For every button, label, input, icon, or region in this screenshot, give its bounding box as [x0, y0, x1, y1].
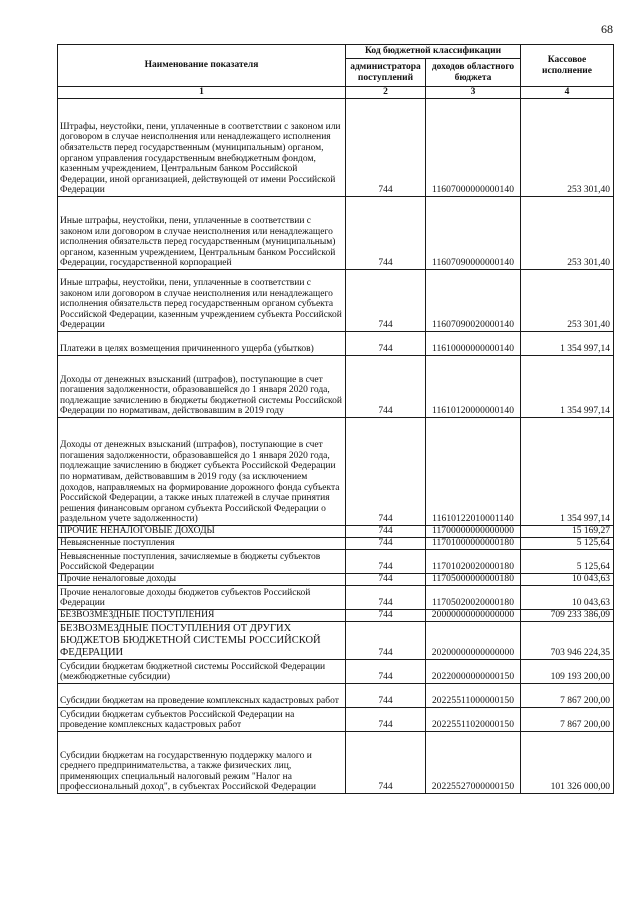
row-admin-code: 744: [346, 708, 426, 732]
row-admin-code: 744: [346, 684, 426, 708]
row-admin-code: 744: [346, 622, 426, 660]
row-income-code: 20225511020000150: [426, 708, 521, 732]
row-amount: 10 043,63: [521, 586, 614, 610]
header-kbk-group: Код бюджетной классификации: [346, 45, 521, 59]
table-row: [58, 708, 614, 732]
row-income-code: 11610120000000140: [426, 356, 521, 418]
table-row: [58, 550, 614, 574]
row-admin-code: 744: [346, 610, 426, 622]
row-income-code: 11705020020000180: [426, 586, 521, 610]
row-income-code: 11701000000000180: [426, 538, 521, 550]
row-amount: 101 326 000,00: [521, 732, 614, 794]
col-number-2: 2: [346, 87, 426, 99]
row-income-code: 11607090000000140: [426, 197, 521, 270]
row-income-code: 11610000000000140: [426, 332, 521, 356]
row-admin-code: 744: [346, 332, 426, 356]
row-income-code: 11701020020000180: [426, 550, 521, 574]
row-name: Субсидии бюджетам субъектов Российской Федерации на проведение комплексных кадастровых работ: [58, 708, 346, 732]
row-admin-code: 744: [346, 586, 426, 610]
header-income-code: доходов областного бюджета: [426, 59, 521, 87]
row-admin-code: 744: [346, 356, 426, 418]
table-row: [58, 574, 614, 586]
row-admin-code: 744: [346, 526, 426, 538]
row-name: Субсидии бюджетам на государственную поддержку малого и среднего предпринимательства, а также физических лиц, применяющих специальный налоговый режим "Налог на профессиональный доход", в субъектах Российской Федерации: [58, 732, 346, 794]
col-number-3: 3: [426, 87, 521, 99]
row-admin-code: 744: [346, 99, 426, 197]
row-admin-code: 744: [346, 660, 426, 684]
row-amount: 253 301,40: [521, 270, 614, 332]
page-number: 68: [601, 22, 613, 36]
row-name: БЕЗВОЗМЕЗДНЫЕ ПОСТУПЛЕНИЯ ОТ ДРУГИХ БЮДЖЕТОВ БЮДЖЕТНОЙ СИСТЕМЫ РОССИЙСКОЙ ФЕДЕРАЦИИ: [58, 622, 346, 660]
col-number-4: 4: [521, 87, 614, 99]
row-name: БЕЗВОЗМЕЗДНЫЕ ПОСТУПЛЕНИЯ: [58, 610, 346, 622]
header-indicator-name: Наименование показателя: [58, 45, 346, 87]
row-amount: 15 169,27: [521, 526, 614, 538]
table-row: [58, 586, 614, 610]
row-income-code: 20200000000000000: [426, 622, 521, 660]
table-row: [58, 660, 614, 684]
row-admin-code: 744: [346, 197, 426, 270]
row-name: Субсидии бюджетам на проведение комплексных кадастровых работ: [58, 684, 346, 708]
row-name: Доходы от денежных взысканий (штрафов), поступающие в счет погашения задолженности, образовавшейся до 1 января 2020 года, подлежащие зачислению в бюджеты бюджетной системы Российской Федерации по нормативам, действовавшим в 2019 году: [58, 356, 346, 418]
row-income-code: 11607000000000140: [426, 99, 521, 197]
row-admin-code: 744: [346, 538, 426, 550]
row-amount: 109 193 200,00: [521, 660, 614, 684]
row-name: Невыясненные поступления, зачисляемые в бюджеты субъектов Российской Федерации: [58, 550, 346, 574]
table-row: [58, 610, 614, 622]
row-income-code: 11700000000000000: [426, 526, 521, 538]
row-income-code: 11607090020000140: [426, 270, 521, 332]
table-row: [58, 684, 614, 708]
row-amount: 10 043,63: [521, 574, 614, 586]
row-name: Прочие неналоговые доходы бюджетов субъектов Российской Федерации: [58, 586, 346, 610]
row-amount: 253 301,40: [521, 99, 614, 197]
col-number-1: 1: [58, 87, 346, 99]
table-row: [58, 332, 614, 356]
table-row: [58, 356, 614, 418]
table-row: [58, 622, 614, 660]
row-amount: 1 354 997,14: [521, 356, 614, 418]
table-row: [58, 99, 614, 197]
row-name: Доходы от денежных взысканий (штрафов), поступающие в счет погашения задолженности, образовавшейся до 1 января 2020 года, подлежащие зачислению в бюджет субъекта Российской Федерации по нормативам, действовавшим в 2019 году (за исключением доходов, направляемых на формирование дорожного фонда субъекта Российской Федерации, а также иных платежей в случае принятия решения финансовым органом субъекта Российской Федерации о раздельном учете задолженности): [58, 418, 346, 526]
header-cash-execution: Кассовое исполнение: [521, 45, 614, 87]
row-amount: 7 867 200,00: [521, 708, 614, 732]
row-amount: 709 233 386,09: [521, 610, 614, 622]
row-amount: 5 125,64: [521, 538, 614, 550]
row-name: Невыясненные поступления: [58, 538, 346, 550]
row-name: Субсидии бюджетам бюджетной системы Российской Федерации (межбюджетные субсидии): [58, 660, 346, 684]
row-amount: 703 946 224,35: [521, 622, 614, 660]
row-admin-code: 744: [346, 550, 426, 574]
row-admin-code: 744: [346, 418, 426, 526]
table-row: [58, 526, 614, 538]
row-income-code: 20220000000000150: [426, 660, 521, 684]
row-income-code: 20225527000000150: [426, 732, 521, 794]
row-name: Прочие неналоговые доходы: [58, 574, 346, 586]
table-row: [58, 197, 614, 270]
row-admin-code: 744: [346, 270, 426, 332]
row-income-code: 11610122010001140: [426, 418, 521, 526]
row-income-code: 11705000000000180: [426, 574, 521, 586]
row-amount: 5 125,64: [521, 550, 614, 574]
table-row: [58, 732, 614, 794]
table-row: [58, 270, 614, 332]
row-amount: 1 354 997,14: [521, 332, 614, 356]
budget-execution-table: [57, 44, 614, 794]
row-amount: 253 301,40: [521, 197, 614, 270]
row-name: Штрафы, неустойки, пени, уплаченные в соответствии с законом или договором в случае неисполнения или ненадлежащего исполнения обязательств перед государственным (муниципальным) органом, органом управления государственным внебюджетным фондом, казенным учреждением, Центральным банком Российской Федерации, иной организацией, действующей от имени Российской Федерации: [58, 99, 346, 197]
row-name: Иные штрафы, неустойки, пени, уплаченные в соответствии с законом или договором в случае неисполнения или ненадлежащего исполнения обязательств перед государственным (муниципальным) органом, казенным учреждением, Центральным банком Российской Федерации, государственной корпорацией: [58, 197, 346, 270]
header-admin-code: администратора поступлений: [346, 59, 426, 87]
row-admin-code: 744: [346, 574, 426, 586]
row-admin-code: 744: [346, 732, 426, 794]
row-name: Иные штрафы, неустойки, пени, уплаченные в соответствии с законом или договором в случае неисполнения или ненадлежащего исполнения обязательств перед государственным органом субъекта Российской Федерации, казенным учреждением субъекта Российской Федерации: [58, 270, 346, 332]
table-row: [58, 538, 614, 550]
row-name: ПРОЧИЕ НЕНАЛОГОВЫЕ ДОХОДЫ: [58, 526, 346, 538]
table-row: [58, 418, 614, 526]
row-income-code: 20225511000000150: [426, 684, 521, 708]
row-name: Платежи в целях возмещения причиненного ущерба (убытков): [58, 332, 346, 356]
row-amount: 1 354 997,14: [521, 418, 614, 526]
row-amount: 7 867 200,00: [521, 684, 614, 708]
row-income-code: 20000000000000000: [426, 610, 521, 622]
